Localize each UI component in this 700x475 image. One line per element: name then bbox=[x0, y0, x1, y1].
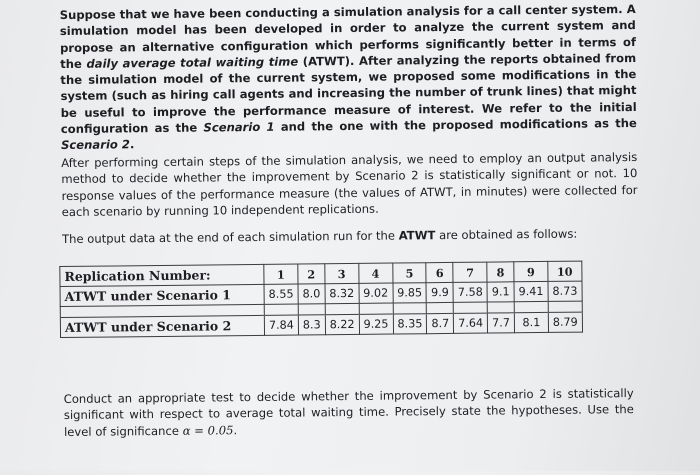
replication-cell: 8 bbox=[487, 262, 514, 282]
intro-text-1: Suppose that we have been conducting a simulation analysis for a call center system. A simulation model has been developed in order to analyze the current system and propose an alternative configuration which performs significantly better in terms of the bbox=[59, 1, 637, 71]
scenario2-cell: 8.1 bbox=[514, 312, 548, 332]
scenario2-cell: 7.64 bbox=[454, 313, 488, 333]
row-label: ATWT under Scenario 2 bbox=[60, 315, 264, 337]
scenario2-cell: 8.79 bbox=[548, 312, 582, 332]
output-data-table bbox=[59, 261, 583, 338]
replication-cell: 10 bbox=[548, 261, 582, 281]
scenario1-cell: 9.9 bbox=[426, 282, 453, 302]
scenario2-cell: 8.7 bbox=[427, 313, 454, 333]
scenario1-cell: 8.0 bbox=[298, 284, 325, 304]
table-intro-text: The output data at the end of each simulation run for the bbox=[61, 228, 399, 247]
replication-cell: 5 bbox=[392, 263, 426, 283]
scenario1-cell: 8.32 bbox=[325, 283, 359, 303]
table-intro-text-end: are obtained as follows: bbox=[435, 226, 578, 243]
table-row-scenario2 bbox=[60, 312, 582, 337]
row-label: Replication Number: bbox=[60, 264, 264, 286]
row-label: ATWT under Scenario 1 bbox=[60, 284, 264, 306]
replication-cell: 9 bbox=[514, 261, 548, 281]
intro-emphasis-scenario2: Scenario 2 bbox=[60, 137, 131, 153]
alpha-symbol: α bbox=[182, 423, 191, 438]
replication-cell: 2 bbox=[298, 264, 325, 284]
replication-cell: 7 bbox=[453, 262, 487, 282]
question-end: . bbox=[233, 422, 238, 437]
scenario2-cell: 8.22 bbox=[325, 314, 359, 334]
intro-emphasis-scenario1: Scenario 1 bbox=[203, 119, 275, 135]
question-text: Conduct an appropriate test to decide whether the improvement by Scenario 2 is statistically significant with respect to average total waiting time. Precisely state the hypotheses. Use the level of significance bbox=[63, 386, 634, 439]
scenario1-cell: 8.55 bbox=[264, 284, 298, 304]
intro-text-3: and the one with the proposed modifications as the bbox=[274, 116, 637, 134]
scenario1-cell: 9.1 bbox=[487, 282, 514, 302]
method-paragraph: After performing certain steps of the simulation analysis, we need to employ an output analysis method to decide whether the improvement by Scenario 2 is statistically significant or not. 10 response values of the performance measure (the values of ATWT, in minutes) were collected for each scenario by running 10 independent replications. bbox=[61, 149, 638, 219]
scenario1-cell: 8.73 bbox=[548, 281, 582, 301]
intro-paragraph bbox=[60, 1, 638, 154]
scenario2-cell: 8.3 bbox=[298, 315, 325, 335]
scenario2-cell: 7.7 bbox=[488, 313, 515, 333]
scenario2-cell: 7.84 bbox=[264, 315, 298, 335]
intro-emphasis-atwt: daily average total waiting time bbox=[86, 54, 299, 71]
table-intro bbox=[62, 225, 622, 247]
scenario1-cell: 7.58 bbox=[453, 282, 487, 302]
question-paragraph bbox=[64, 385, 634, 440]
scenario2-cell: 9.25 bbox=[359, 314, 393, 334]
replication-cell: 3 bbox=[325, 263, 359, 283]
alpha-value: = 0.05 bbox=[190, 422, 234, 438]
scenario1-cell: 9.41 bbox=[514, 281, 548, 301]
replication-cell: 1 bbox=[264, 264, 298, 284]
scenario1-cell: 9.85 bbox=[393, 283, 427, 303]
scenario1-cell: 9.02 bbox=[359, 283, 393, 303]
scenario2-cell: 8.35 bbox=[393, 314, 427, 334]
replication-cell: 6 bbox=[426, 262, 453, 282]
replication-cell: 4 bbox=[358, 263, 392, 283]
intro-text-4: . bbox=[129, 137, 135, 152]
intro-text-2: (ATWT). After analyzing the reports obtained from the simulation model of the current system, we proposed some modifications in the system (such as hiring call agents and increasing the number of trunk lines) that might be useful to improve the performance measure of interest. We refer to the initial configuration as the bbox=[60, 50, 637, 137]
table-intro-bold: ATWT bbox=[398, 228, 436, 243]
